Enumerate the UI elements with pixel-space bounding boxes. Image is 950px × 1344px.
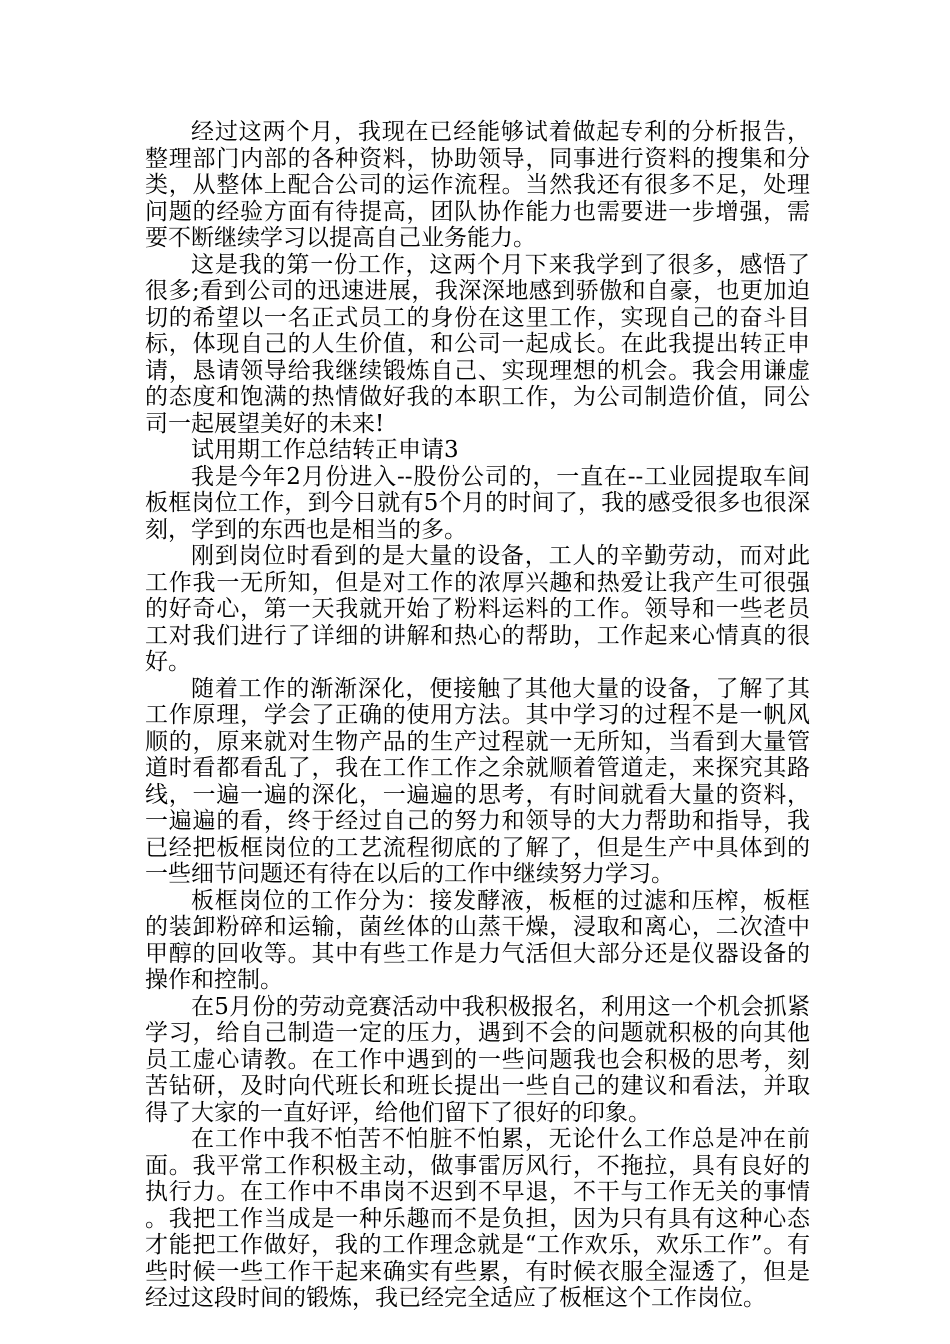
paragraph: 随着工作的渐渐深化，便接触了其他大量的设备，了解了其工作原理，学会了正确的使用方法。其中学习的过程不是一帆风顺的，原来就对生物产品的生产过程就一无所知，当看到大量管道时看都看乱了，我在工作工作之余就顺着管道走，来探究其路线，一遍一遍的深化，一遍遍的思考，有时间就看大量的资料，一遍遍的看，终于经过自己的努力和领导的大力帮助和指导，我已经把板框岗位的工艺流程彻底的了解了，但是生产中具体到的一些细节问题还有待在以后的工作中继续努力学习。	[145, 675, 810, 887]
paragraph: 经过这两个月，我现在已经能够试着做起专利的分析报告，整理部门内部的各种资料，协助领导，同事进行资料的搜集和分类，从整体上配合公司的运作流程。当然我还有很多不足，处理问题的经验方面有待提高，团队协作能力也需要进一步增强，需要不断继续学习以提高自己业务能力。	[145, 119, 810, 251]
paragraph: 我是今年2月份进入--股份公司的，一直在--工业园提取车间板框岗位工作，到今日就有5个月的时间了，我的感受很多也很深刻，学到的东西也是相当的多。	[145, 463, 810, 543]
paragraph: 在工作中我不怕苦不怕脏不怕累，无论什么工作总是冲在前面。我平常工作积极主动，做事雷厉风行，不拖拉，具有良好的执行力。在工作中不串岗不迟到不早退，不干与工作无关的事情。我把工作当成是一种乐趣而不是负担，因为只有具有这种心态才能把工作做好，我的工作理念就是“工作欢乐，欢乐工作”。有些时候一些工作干起来确实有些累，有时候衣服全湿透了，但是经过这段时间的锻炼，我已经完全适应了板框这个工作岗位。	[145, 1126, 810, 1311]
paragraph: 在5月份的劳动竞赛活动中我积极报名，利用这一个机会抓紧学习，给自己制造一定的压力，遇到不会的问题就积极的向其他员工虚心请教。在工作中遇到的一些问题我也会积极的思考，刻苦钻研，及时向代班长和班长提出一些自己的建议和看法，并取得了大家的一直好评，给他们留下了很好的印象。	[145, 993, 810, 1126]
paragraph: 板框岗位的工作分为：接发酵液，板框的过滤和压榨，板框的装卸粉碎和运输，菌丝体的山蒸干燥，浸取和离心，二次渣中甲醇的回收等。其中有些工作是力气活但大部分还是仪器设备的操作和控制。	[145, 887, 810, 993]
paragraph: 这是我的第一份工作，这两个月下来我学到了很多，感悟了很多;看到公司的迅速进展，我深深地感到骄傲和自豪，也更加迫切的希望以一名正式员工的身份在这里工作，实现自己的奋斗目标，体现自己的人生价值，和公司一起成长。在此我提出转正申请，恳请领导给我继续锻炼自己、实现理想的机会。我会用谦虚的态度和饱满的热情做好我的本职工作，为公司制造价值，同公司一起展望美好的未来!	[145, 251, 810, 437]
document-page	[145, 119, 810, 1312]
paragraph: 刚到岗位时看到的是大量的设备，工人的辛勤劳动，而对此工作我一无所知，但是对工作的浓厚兴趣和热爱让我产生可很强的好奇心，第一天我就开始了粉料运料的工作。领导和一些老员工对我们进行了详细的讲解和热心的帮助，工作起来心情真的很好。	[145, 543, 810, 675]
section-heading: 试用期工作总结转正申请3	[191, 437, 459, 463]
